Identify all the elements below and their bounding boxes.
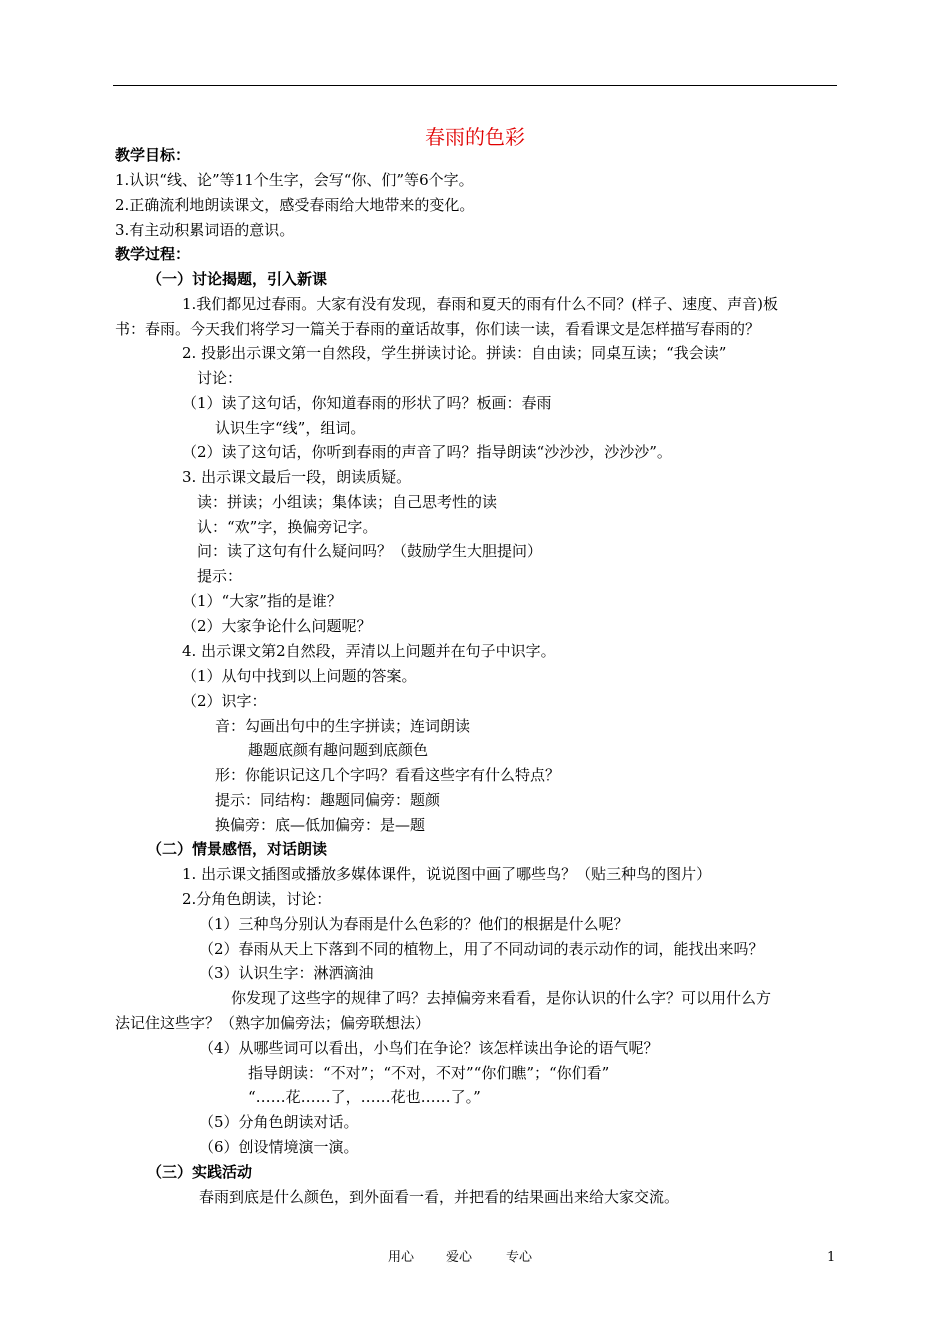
section-heading: （一）讨论揭题，引入新课 [147,270,328,288]
header-rule [113,85,837,86]
footer-text-3: 专心 [506,1250,533,1265]
text-line: （1）读了这句话，你知道春雨的形状了吗？板画：春雨 [182,394,552,412]
section-heading: 教学目标： [115,146,191,164]
text-line: 书：春雨。今天我们将学习一篇关于春雨的童话故事，你们读一读，看看课文是怎样描写春雨的？ [115,320,761,338]
footer-text-1: 用心 [388,1250,415,1265]
text-line: （4）从哪些词可以看出，小鸟们在争论？该怎样读出争论的语气呢？ [199,1039,659,1057]
text-line: （2）读了这句话，你听到春雨的声音了吗？指导朗读“沙沙沙，沙沙沙”。 [182,443,672,461]
text-line: 换偏旁：底—低加偏旁：是—题 [215,816,426,834]
text-line: 2.分角色朗读，讨论： [182,890,332,908]
text-line: “……花……了，……花也……了。” [248,1088,481,1106]
document-title: 春雨的色彩 [425,125,525,149]
text-line: （2）春雨从天上下落到不同的植物上，用了不同动词的表示动作的词，能找出来吗？ [199,940,764,958]
text-line: （1）“大家”指的是谁？ [182,592,342,610]
text-line: 趣题底颜有趣问题到底颜色 [248,741,429,759]
text-line: 2. 投影出示课文第一自然段，学生拼读讨论。拼读：自由读；同桌互读；“我会读” [182,344,727,362]
text-line: 春雨到底是什么颜色，到外面看一看，并把看的结果画出来给大家交流。 [199,1188,680,1206]
text-line: 1.认识“线、论”等11个生字，会写“你、们”等6个字。 [115,171,474,189]
section-heading: （三）实践活动 [147,1163,253,1181]
text-line: 3. 出示课文最后一段，朗读质疑。 [182,468,412,486]
text-line: （1）从句中找到以上问题的答案。 [182,667,417,685]
text-line: 提示： [197,567,243,585]
text-line: （2）大家争论什么问题呢？ [182,617,372,635]
text-line: 讨论： [197,369,243,387]
text-line: 指导朗读：“不对”；“不对，不对”“你们瞧”；“你们看” [248,1064,610,1082]
section-heading: 教学过程： [115,245,191,263]
text-line: 法记住这些字？（熟字加偏旁法；偏旁联想法） [115,1014,431,1032]
section-heading: （二）情景感悟，对话朗读 [147,840,328,858]
text-line: 你发现了这些字的规律了吗？去掉偏旁来看看，是你认识的什么字？可以用什么方 [231,989,772,1007]
page-number: 1 [827,1250,836,1265]
footer-text-2: 爱心 [446,1250,473,1265]
text-line: 1.我们都见过春雨。大家有没有发现，春雨和夏天的雨有什么不同？(样子、速度、声音)板 [182,295,779,313]
text-line: 音：勾画出句中的生字拼读；连词朗读 [215,717,471,735]
text-line: （1）三种鸟分别认为春雨是什么色彩的？他们的根据是什么呢？ [199,915,629,933]
text-line: 3.有主动积累词语的意识。 [115,221,295,239]
text-line: 读：拼读；小组读；集体读；自己思考性的读 [197,493,498,511]
text-line: 2.正确流利地朗读课文，感受春雨给大地带来的变化。 [115,196,475,214]
text-line: 4. 出示课文第2自然段，弄清以上问题并在句子中识字。 [182,642,556,660]
text-line: 认：“欢”字，换偏旁记字。 [197,518,378,536]
text-line: （2）识字： [182,692,267,710]
text-line: （3）认识生字：淋洒滴油 [199,964,374,982]
text-line: （6）创设情境演一演。 [199,1138,359,1156]
text-line: 1. 出示课文插图或播放多媒体课件，说说图中画了哪些鸟？（贴三种鸟的图片） [182,865,712,883]
text-line: 提示：同结构：趣题同偏旁：题颜 [215,791,441,809]
text-line: 认识生字“线”，组词。 [215,419,366,437]
text-line: 问：读了这句有什么疑问吗？（鼓励学生大胆提问） [197,542,543,560]
text-line: （5）分角色朗读对话。 [199,1113,359,1131]
text-line: 形：你能识记这几个字吗？看看这些字有什么特点？ [215,766,561,784]
